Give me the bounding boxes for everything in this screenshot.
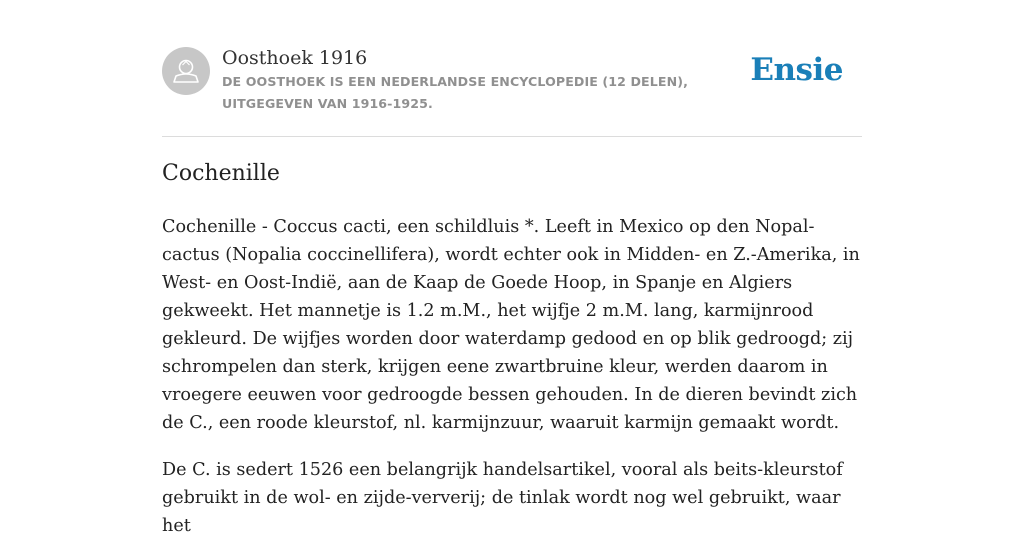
- article-title: Cochenille: [162, 161, 280, 186]
- user-icon: [162, 47, 210, 95]
- avatar[interactable]: [162, 47, 210, 95]
- source-description: DE OOSTHOEK IS EEN NEDERLANDSE ENCYCLOPEDIE (12 DELEN), UITGEGEVEN VAN 1916-1925.: [222, 74, 688, 111]
- article-paragraph: Cochenille - Coccus cacti, een schildluis *. Leeft in Mexico op den Nopal-cactus (Nopalia coccinellifera), wordt echter ook in Midden- en Z.-Amerika, in West- en Oost-Indië, aan de Kaap de Goede Hoop, in Spanje en Algiers gekweekt. Het mannetje is 1.2 m.M., het wijfje 2 m.M. lang, karmijnrood gekleurd. De wijfjes worden door waterdamp gedood en op blik gedroogd; zij schrompelen dan sterk, krijgen eene zwartbruine kleur, werden daarom in vroegere eeuwen voor gedroogde bessen gehouden. In de dieren bevindt zich de C., een roode kleurstof, nl. karmijnzuur, waaruit karmijn gemaakt wordt.: [162, 217, 860, 433]
- article-paragraph: De C. is sedert 1526 een belangrijk handelsartikel, vooral als beits-kleurstof gebruikt in de wol- en zijde-ververij; de tinlak wordt nog wel gebruikt, waar het: [162, 460, 843, 536]
- source-header: [162, 46, 862, 137]
- source-title[interactable]: Oosthoek 1916: [222, 47, 368, 69]
- brand-logo[interactable]: Ensie: [750, 52, 843, 88]
- article: [162, 157, 862, 559]
- article-body: [162, 213, 862, 540]
